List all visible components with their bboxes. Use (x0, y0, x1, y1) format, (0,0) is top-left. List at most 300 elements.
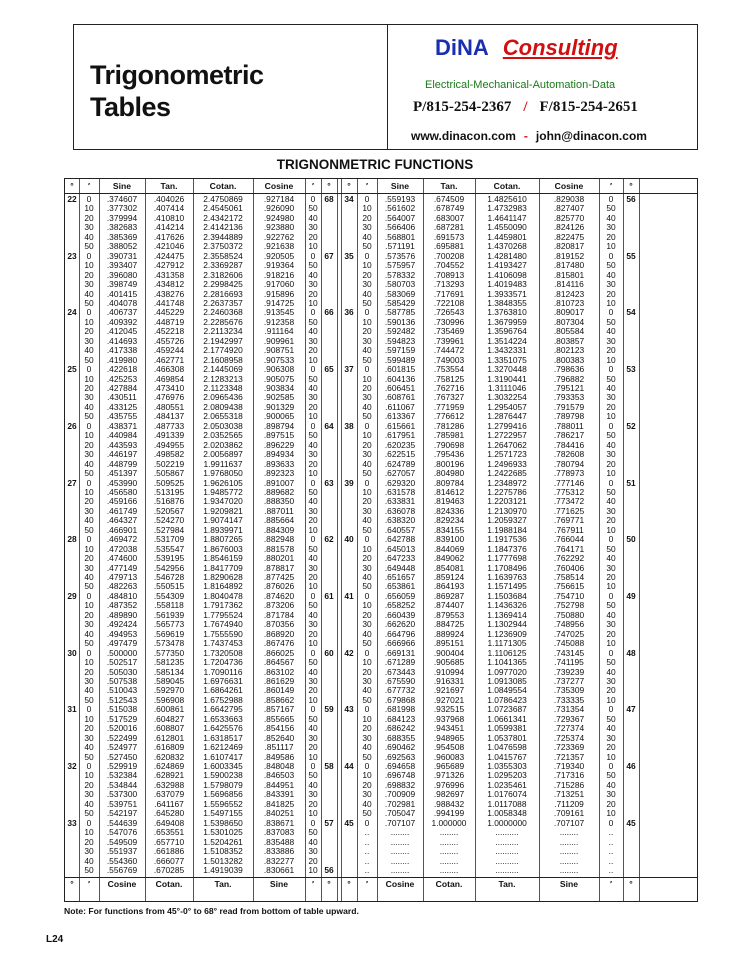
table-cell: .492424 (106, 620, 138, 629)
table-cell: 22 (67, 195, 77, 203)
table-cell: 30 (67, 648, 77, 657)
table-cell: .717316 (553, 771, 585, 780)
table-cell: 30 (606, 563, 616, 572)
table-cell: 1.0415767 (487, 752, 527, 761)
table-cell: 10 (308, 242, 318, 251)
table-cell: 2.2285676 (203, 317, 243, 326)
table-cell: 30 (362, 393, 372, 402)
table-cell: .629320 (384, 478, 416, 487)
table-row (65, 488, 698, 496)
table-row (65, 375, 698, 383)
column-header: Cotan. (435, 879, 463, 890)
table-cell: .456580 (106, 487, 138, 496)
table-row (65, 573, 698, 581)
table-cell: 1.1917536 (487, 535, 527, 544)
table-row (65, 346, 698, 354)
table-cell: .616809 (153, 743, 185, 752)
table-cell: 10 (362, 714, 372, 723)
column-header: ′ (311, 181, 315, 191)
table-row (65, 753, 698, 761)
table-cell: .750880 (553, 610, 585, 619)
table-cell: 1.8164892 (203, 582, 243, 591)
table-cell: 50 (362, 525, 372, 534)
table-row (65, 762, 698, 770)
table-cell: 1.1171305 (487, 639, 527, 648)
table-row (65, 337, 698, 345)
table-cell: 44 (344, 762, 354, 770)
table-cell: .671289 (384, 658, 416, 667)
table-cell: 67 (324, 251, 334, 260)
table-cell: .766044 (553, 535, 585, 544)
table-cell: 10 (308, 469, 318, 478)
table-cell: .649408 (153, 818, 185, 827)
email-link[interactable]: john@dinacon.com (535, 129, 647, 143)
table-cell: .596908 (153, 695, 185, 704)
table-cell: 1.1988184 (487, 525, 527, 534)
table-cell: .686242 (384, 724, 416, 733)
table-cell: .725374 (553, 733, 585, 742)
table-cell: .451397 (106, 469, 138, 478)
table-cell: 10 (84, 771, 94, 780)
table-cell: 1.2130970 (487, 506, 527, 515)
table-cell: .900404 (433, 648, 465, 657)
table-cell: 10 (606, 752, 616, 761)
brand-logo (435, 35, 618, 61)
table-cell: .901329 (263, 402, 295, 411)
table-cell: .869287 (433, 591, 465, 600)
table-cell: ........ (390, 828, 410, 837)
table-cell: 10 (84, 544, 94, 553)
table-cell: 2.1445069 (203, 365, 243, 374)
table-cell: 10 (308, 752, 318, 761)
table-row (65, 356, 698, 364)
table-cell: 10 (606, 242, 616, 251)
table-cell: .476976 (153, 393, 185, 402)
table-cell: .819463 (433, 497, 465, 506)
table-cell: 40 (606, 497, 616, 506)
table-cell: 1.0849554 (487, 686, 527, 695)
column-header: Tan. (160, 181, 178, 191)
table-cell: 1.0786423 (487, 695, 527, 704)
website-link[interactable]: www.dinacon.com (411, 129, 516, 143)
table-row (65, 422, 698, 430)
column-header: Sine (559, 879, 579, 890)
table-cell: 10 (84, 714, 94, 723)
table-cell: ........ (559, 828, 579, 837)
table-cell: .606451 (384, 384, 416, 392)
table-cell: .795436 (433, 450, 465, 459)
table-cell: .581235 (153, 658, 185, 667)
table-cell: .535547 (153, 544, 185, 553)
table-cell: 1.2203121 (487, 497, 527, 506)
table-cell: .409392 (106, 317, 138, 326)
table-cell: .726543 (433, 308, 465, 317)
table-cell: 20 (308, 346, 318, 355)
table-cell: .854156 (263, 724, 295, 733)
table-cell: 50 (606, 317, 616, 326)
table-cell: 0 (310, 251, 316, 260)
table-cell: 1.0977020 (487, 667, 527, 676)
table-cell: .566406 (384, 223, 416, 232)
table-cell: .600861 (153, 705, 185, 714)
table-cell: ........ (439, 828, 459, 837)
table-cell: 40 (362, 459, 372, 468)
table-cell: .812423 (553, 289, 585, 298)
table-cell: 59 (324, 705, 334, 714)
table-cell: 40 (606, 780, 616, 789)
table-cell: .843391 (263, 790, 295, 799)
table-cell: ........ (559, 856, 579, 865)
table-cell: 58 (324, 762, 334, 770)
table-cell: .809784 (433, 478, 465, 487)
table-cell: 1.0058348 (487, 809, 527, 818)
table-cell: .760406 (553, 563, 585, 572)
table-cell: 0 (310, 195, 316, 203)
table-cell: .782608 (553, 450, 585, 459)
table-cell: 30 (606, 733, 616, 742)
table-cell: 1.3351075 (487, 355, 527, 364)
table-cell: 1.0537801 (487, 733, 527, 742)
table-cell: 2.4750869 (203, 195, 243, 203)
table-cell: 10 (606, 412, 616, 421)
table-cell: .867476 (263, 639, 295, 648)
table-cell: .622515 (384, 450, 416, 459)
table-cell: 1.4825610 (487, 195, 527, 203)
table-cell: 1.1236909 (487, 629, 527, 638)
table-cell: .. (608, 828, 614, 837)
table-cell: .660439 (384, 610, 416, 619)
column-header: Sine (269, 879, 289, 890)
table-cell: .......... (495, 865, 519, 874)
table-cell: .827407 (553, 204, 585, 213)
table-cell: ........ (439, 837, 459, 846)
table-cell: 0 (310, 535, 316, 544)
table-cell: .860149 (263, 686, 295, 695)
table-cell: .892323 (263, 469, 295, 478)
table-cell: 1.4919039 (203, 865, 243, 874)
table-cell: 66 (324, 308, 334, 317)
table-cell: 50 (84, 752, 94, 761)
table-cell: 30 (84, 336, 94, 345)
table-row (65, 771, 698, 779)
table-cell: .887011 (264, 506, 294, 515)
table-cell: .459244 (153, 346, 185, 355)
table-cell: 1.9347020 (203, 497, 243, 506)
table-cell: 1.5596552 (203, 799, 243, 808)
table-cell: .800196 (433, 459, 465, 468)
brand-panel (387, 25, 697, 149)
table-cell: .491339 (153, 431, 185, 440)
table-cell: 1.5900238 (203, 771, 243, 780)
table-cell: 1.3848355 (487, 298, 527, 307)
table-cell: .785981 (433, 431, 465, 440)
table-cell: .739239 (553, 667, 585, 676)
table-cell: .542197 (106, 809, 138, 818)
table-cell: .758125 (433, 374, 465, 383)
table-cell: .708913 (433, 270, 465, 279)
brand-tagline: Electrical-Mechanical-Automation-Data (425, 79, 616, 91)
table-cell: .948965 (433, 733, 465, 742)
table-cell: 40 (84, 856, 94, 865)
table-cell: 1.8417709 (203, 563, 243, 572)
table-cell: 30 (84, 733, 94, 742)
table-cell: .438276 (153, 289, 185, 298)
table-cell: 20 (308, 232, 318, 241)
table-cell: .417338 (106, 346, 138, 355)
table-cell: 1.1847376 (487, 544, 527, 553)
table-cell: 1.6533663 (203, 714, 243, 723)
table-cell: ........ (439, 865, 459, 874)
table-cell: 40 (362, 346, 372, 355)
table-cell: ........ (390, 847, 410, 856)
table-cell: .889682 (263, 487, 295, 496)
table-cell: .516876 (153, 497, 185, 506)
table-header-top (65, 180, 698, 192)
table-cell: .534844 (106, 780, 138, 789)
table-cell: .. (364, 847, 370, 856)
table-cell: 20 (84, 554, 94, 563)
table-cell: 40 (362, 402, 372, 411)
table-cell: 40 (308, 270, 318, 279)
table-cell: .473410 (153, 384, 185, 392)
table-cell: 1.2422685 (487, 469, 527, 478)
table-cell: 1.0235461 (487, 780, 527, 789)
table-cell: 20 (84, 213, 94, 222)
table-cell: .564007 (384, 213, 416, 222)
table-cell: .880201 (263, 554, 295, 563)
table-row (65, 545, 698, 553)
column-header: Cotan. (493, 181, 521, 191)
table-cell: .791579 (553, 402, 585, 411)
table-cell: .642788 (384, 535, 416, 544)
table-cell: 64 (324, 421, 334, 430)
table-cell: .917060 (263, 280, 295, 289)
table-cell: 1.5013282 (203, 856, 243, 865)
table-row (65, 441, 698, 449)
table-cell: .645013 (384, 544, 416, 553)
table-cell: 30 (84, 620, 94, 629)
table-cell: .775312 (553, 487, 585, 496)
table-cell: 1.7795524 (203, 610, 243, 619)
table-cell: 1.4550090 (487, 223, 527, 232)
table-row (65, 516, 698, 524)
column-header: ′ (609, 181, 613, 191)
table-row (65, 705, 698, 713)
table-cell: 0 (86, 195, 92, 203)
table-cell: 1.9074147 (203, 516, 243, 525)
table-cell: 30 (362, 450, 372, 459)
table-cell: 1.9209821 (203, 506, 243, 515)
table-cell: .758514 (553, 573, 585, 581)
table-cell: 2.4142136 (203, 223, 243, 232)
table-cell: .927184 (263, 195, 295, 203)
table-cell: 32 (67, 762, 77, 770)
table-cell: 0 (86, 308, 92, 317)
table-cell: ........ (390, 856, 410, 865)
table-cell: .822475 (553, 232, 585, 241)
table-cell: .520016 (106, 724, 138, 733)
table-cell: 2.3182606 (203, 270, 243, 279)
table-cell: .554360 (106, 856, 138, 865)
table-cell: .793353 (553, 393, 585, 402)
table-cell: 1.1041365 (487, 658, 527, 667)
table-cell: 1.1436326 (487, 601, 527, 610)
column-header: Cosine (385, 879, 415, 890)
table-cell: .767911 (554, 525, 584, 534)
table-cell: 1.4281480 (487, 251, 527, 260)
table-cell: 35 (344, 251, 354, 260)
table-cell: 30 (606, 280, 616, 289)
table-cell: .730996 (433, 317, 465, 326)
table-cell: 1.4106098 (487, 270, 527, 279)
column-header: Cotan. (209, 181, 237, 191)
table-cell: 1.9626105 (203, 478, 243, 487)
table-cell: 50 (308, 714, 318, 723)
table-cell: 30 (84, 676, 94, 685)
table-cell: 20 (606, 346, 616, 355)
brand-first: DiNA (435, 35, 489, 60)
table-cell: 40 (362, 232, 372, 241)
table-cell: .780794 (553, 459, 585, 468)
table-cell: .431358 (153, 270, 185, 279)
table-cell: .805584 (553, 327, 585, 336)
table-cell: .784416 (553, 440, 585, 449)
table-cell: 56 (324, 865, 334, 874)
table-cell: .464327 (106, 516, 138, 525)
table-row (65, 715, 698, 723)
table-cell: 0 (364, 251, 370, 260)
table-cell: 34 (344, 195, 354, 203)
table-cell: .773472 (553, 497, 585, 506)
table-cell: .673443 (384, 667, 416, 676)
table-cell: .. (608, 865, 614, 874)
column-header: ′ (311, 879, 315, 890)
column-header: Cosine (264, 181, 294, 191)
phone-separator: / (523, 99, 528, 115)
table-cell: 1.0000000 (487, 818, 527, 827)
table-cell: .711209 (554, 799, 584, 808)
table-cell: .731354 (553, 705, 585, 714)
table-cell: 10 (362, 658, 372, 667)
table-cell: .753554 (433, 365, 465, 374)
table-cell: .494953 (106, 629, 138, 638)
table-cell: 0 (86, 365, 92, 374)
table-cell: 50 (606, 261, 616, 270)
table-cell: .. (364, 865, 370, 874)
table-cell: 1.0476598 (487, 743, 527, 752)
table-cell: 27 (67, 478, 77, 487)
table-cell: .994199 (433, 809, 465, 818)
table-cell: .561939 (153, 610, 185, 619)
table-cell: 1.3679959 (487, 317, 527, 326)
table-cell: 30 (308, 790, 318, 799)
header-box (73, 24, 698, 150)
table-cell: 50 (362, 752, 372, 761)
table-cell: 40 (362, 629, 372, 638)
table-cell: 0 (608, 308, 614, 317)
table-cell: 10 (84, 601, 94, 610)
table-cell: 2.0965436 (203, 393, 243, 402)
table-cell: 50 (308, 544, 318, 553)
table-cell: 40 (84, 573, 94, 581)
table-cell: .756615 (553, 582, 585, 591)
table-cell: .617951 (384, 431, 416, 440)
table-cell: .674509 (433, 195, 465, 203)
table-cell: .632988 (153, 780, 185, 789)
table-cell: .745088 (553, 639, 585, 648)
table-cell: 30 (308, 223, 318, 232)
table-cell: 0 (608, 762, 614, 770)
table-cell: .715286 (553, 780, 585, 789)
table-cell: 50 (362, 809, 372, 818)
table-cell: .912358 (263, 317, 295, 326)
table-cell: 2.2460368 (203, 308, 243, 317)
table-cell: .520567 (153, 506, 185, 515)
table-cell: 43 (344, 705, 354, 714)
table-cell: .868920 (263, 629, 295, 638)
table-cell: 20 (308, 573, 318, 581)
table-cell: 1.8546159 (203, 554, 243, 563)
table-cell: .640557 (384, 525, 416, 534)
table-cell: 2.4545061 (203, 204, 243, 213)
table-cell: .764171 (553, 544, 585, 553)
table-cell: .704552 (433, 261, 465, 270)
table-cell: 1.1369414 (487, 610, 527, 619)
table-cell: .556769 (106, 865, 138, 874)
table-cell: .587785 (384, 308, 416, 317)
table-cell: 30 (362, 676, 372, 685)
table-cell: .. (608, 847, 614, 856)
table-row (65, 365, 698, 373)
table-row (65, 431, 698, 439)
table-cell: 37 (344, 365, 354, 374)
table-cell: .694658 (384, 762, 416, 770)
table-cell: 50 (84, 639, 94, 648)
header-rule (65, 193, 698, 194)
table-row (65, 649, 698, 657)
table-cell: 10 (606, 809, 616, 818)
table-cell: .713293 (433, 280, 465, 289)
table-cell: 10 (362, 374, 372, 383)
table-cell: 10 (84, 487, 94, 496)
table-cell: .914725 (263, 298, 295, 307)
table-cell: 0 (310, 705, 316, 714)
table-cell: 50 (308, 431, 318, 440)
table-cell: 0 (364, 648, 370, 657)
table-cell: .876026 (263, 582, 295, 591)
table-cell: ........ (559, 865, 579, 874)
table-cell: 1.5301025 (203, 828, 243, 837)
table-row (65, 819, 698, 827)
column-header: ° (327, 879, 331, 890)
table-cell: .510043 (106, 686, 138, 695)
table-cell: 40 (606, 327, 616, 336)
table-cell: .713251 (553, 790, 585, 799)
trig-table (64, 178, 698, 902)
table-cell: 30 (84, 280, 94, 289)
table-cell: 40 (308, 837, 318, 846)
table-cell: 1.3763810 (487, 308, 527, 317)
column-header: ° (327, 181, 331, 191)
table-cell: .871784 (263, 610, 295, 619)
table-cell: .664796 (384, 629, 416, 638)
table-cell: .677732 (384, 686, 416, 695)
table-cell: 10 (606, 639, 616, 648)
table-cell: .849586 (263, 752, 295, 761)
table-cell: .414693 (106, 336, 138, 345)
table-cell: 40 (606, 384, 616, 392)
table-cell: .385369 (106, 232, 138, 241)
